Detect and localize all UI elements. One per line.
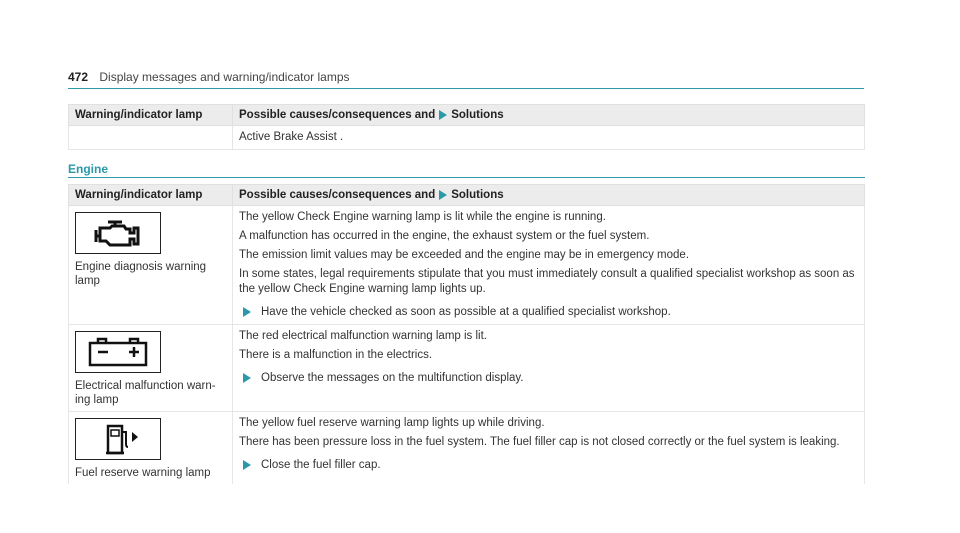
solution-step [239, 305, 858, 320]
lamp-label: Electrical malfunction warn-ing lamp [75, 380, 216, 406]
engine-icon [75, 212, 161, 254]
paragraph: The yellow Check Engine warning lamp is lit while the engine is running. [239, 211, 606, 223]
step-text: Have the vehicle checked as soon as possible at a qualified specialist workshop. [261, 306, 671, 318]
col-header-causes [233, 185, 865, 206]
arrow-icon [439, 110, 447, 120]
solution-step [239, 371, 858, 386]
lamp-cell [69, 206, 233, 325]
paragraph: There has been pressure loss in the fuel system. The fuel filler cap is not closed correctly or the fuel system is leaking. [239, 436, 840, 448]
paragraph: In some states, legal requirements stipulate that you must immediately consult a qualified specialist workshop as soon as the yellow Check Engine warning lamp lights up. [239, 268, 855, 295]
page-header [68, 70, 350, 84]
col-header-solutions-text: Solutions [451, 189, 504, 201]
lamp-label: Fuel reserve warning lamp [75, 467, 211, 479]
section-title: Engine [68, 162, 109, 176]
causes-cell [233, 206, 865, 325]
lamp-cell [69, 325, 233, 412]
page-header-title: Display messages and warning/indicator lamps [99, 70, 350, 84]
table-cell-text: Active Brake Assist . [233, 126, 865, 150]
col-header-causes [233, 105, 865, 126]
arrow-icon [439, 190, 447, 200]
step-text: Observe the messages on the multifunction display. [261, 372, 524, 384]
table-row [69, 412, 865, 485]
section-rule [68, 177, 865, 178]
paragraph: The yellow fuel reserve warning lamp lights up while driving. [239, 417, 545, 429]
paragraph: The emission limit values may be exceeded and the engine may be in emergency mode. [239, 249, 690, 261]
table-top [68, 104, 865, 150]
col-header-causes-text: Possible causes/consequences and [239, 189, 436, 201]
table-row [69, 206, 865, 325]
causes-cell [233, 412, 865, 485]
lamp-label: Engine diagnosis warning lamp [75, 261, 207, 287]
fuel-pump-icon [75, 418, 161, 460]
paragraph: A malfunction has occurred in the engine, the exhaust system or the fuel system. [239, 230, 650, 242]
step-text: Close the fuel filler cap. [261, 459, 381, 471]
table-cell-empty [69, 126, 233, 150]
col-header-causes-text: Possible causes/consequences and [239, 109, 436, 121]
col-header-solutions-text: Solutions [451, 109, 504, 121]
table-row [69, 126, 865, 150]
paragraph: The red electrical malfunction warning lamp is lit. [239, 330, 487, 342]
bullet-arrow-icon [243, 307, 251, 317]
col-header-lamp: Warning/indicator lamp [69, 185, 233, 206]
bullet-arrow-icon [243, 373, 251, 383]
header-rule [68, 88, 864, 89]
table-engine [68, 184, 865, 484]
table-row [69, 325, 865, 412]
lamp-cell [69, 412, 233, 485]
page-number: 472 [68, 70, 89, 84]
solution-step [239, 458, 858, 473]
causes-cell [233, 325, 865, 412]
col-header-lamp: Warning/indicator lamp [69, 105, 233, 126]
bullet-arrow-icon [243, 460, 251, 470]
paragraph: There is a malfunction in the electrics. [239, 349, 433, 361]
battery-icon [75, 331, 161, 373]
